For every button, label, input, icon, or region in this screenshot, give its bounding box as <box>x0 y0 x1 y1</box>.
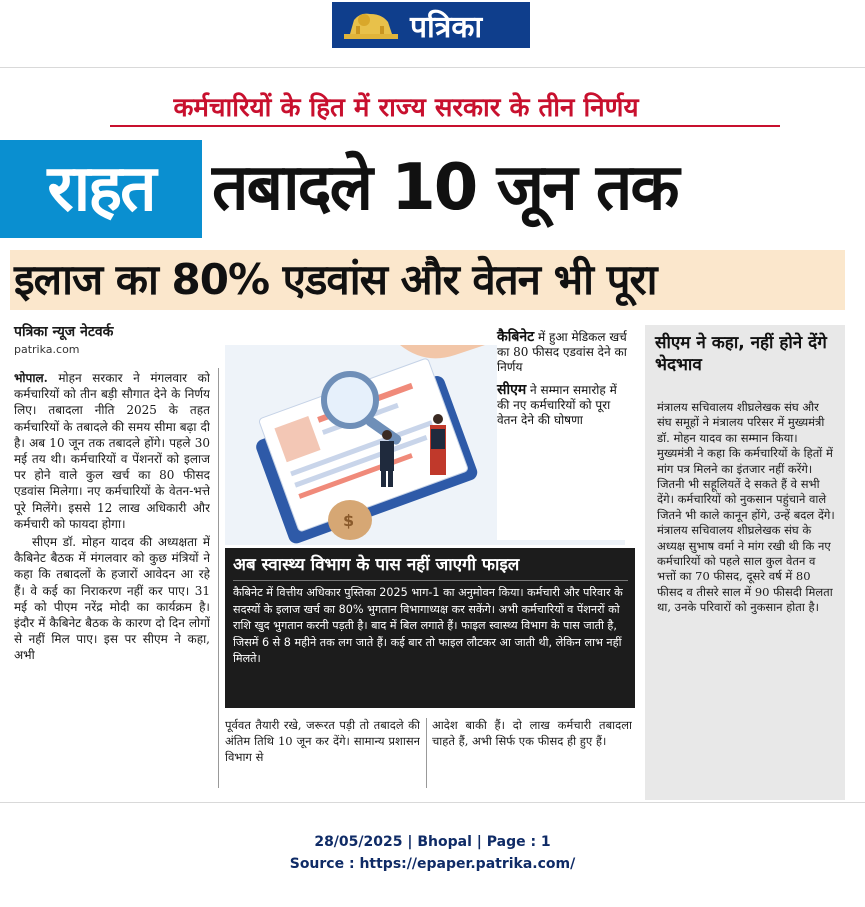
svg-text:$: $ <box>343 511 355 530</box>
main-headline: तबादले 10 जून तक <box>212 151 678 225</box>
footer-source-link[interactable]: Source : https://epaper.patrika.com/ <box>289 856 576 872</box>
sidebar-paragraph-2: मंत्रालय सचिवालय शीघ्रलेखक संघ के अध्यक्ष सुभाष वर्मा ने मांग रखी थी कि नए कर्मचारियों को पहले साल कुल वेतन व भत्तों का 70 फीसद, दूसरे वर्ष में 80 फीसद व तीसरे साल में 90 फीसदी मिलता था, उनके परिवारों को नुकसान होता है। <box>657 523 833 615</box>
article-continuation-1: पूर्ववत तैयारी रखे, जरूरत पड़ी तो तबादले की अंतिम तिथि 10 जून कर देंगे। सामान्य प्रशासन विभाग से <box>225 718 420 764</box>
clipping-bottom-border <box>0 802 865 803</box>
column-divider <box>218 368 219 788</box>
masthead-name: पत्रिका <box>410 9 483 45</box>
column-divider <box>426 718 427 788</box>
subhead: इलाज का 80% एडवांस और वेतन भी पूरा <box>14 255 657 304</box>
highlight-item <box>497 330 632 375</box>
box-story-body: कैबिनेट में वित्तीय अधिकार पुस्तिका 2025 भाग-1 का अनुमोवन किया। कर्मचारी और परिवार के सदस्यों के इलाज खर्च का 80% भुगतान विभागाध्यक्ष कर सकेंगे। अभी कर्मचारियों व पेंशनरों को राशि खुद भुगतान करनी पड़ती है। बाद में बिल लगाते हैं। फाइल स्वास्थ्य विभाग के पास जाती है, जिसमें 6 से 8 महीने तक लग जाते हैं। कई बार तो फाइल लौटकर आ जाती थी, लेकिन लाभ नहीं मिलते। <box>233 586 623 665</box>
byline-author: पत्रिका न्यूज नेटवर्क <box>14 324 114 340</box>
highlight-text: ने सम्मान समारोह में की नए कर्मचारियों को पूरा वेतन देने की घोषणा <box>497 383 617 427</box>
highlight-text: में हुआ मेडिकल खर्च का 80 फीसद एडवांस देने का निर्णय <box>497 330 627 374</box>
article-paragraph-1: मोहन सरकार ने मंगलवार को कर्मचारियों को तीन बड़ी सौगात देने के निर्णय लिए। तबादला नीति 2025 के तहत कर्मचारियों के तबादले की समय सीमा बढ़ा दी है। अब 10 जून तक तबादले होंगे। पहले 30 मई तय थी। कर्मचारियों व पेंशनरों को इलाज पर होने वाले कुल खर्च का 80 फीसद एडवांस मिलेगा। नए कर्मचारियों के वेतन-भत्ते पूरे मिलेंगे। इससे 12 लाख अधिकारी और कर्मचारी को फायदा होगा। <box>14 371 210 531</box>
highlight-lead: कैबिनेट <box>497 329 535 345</box>
lion-emblem-icon <box>342 8 400 42</box>
sidebar-body <box>657 400 837 795</box>
sidebar-title: सीएम ने कहा, नहीं होने देंगे भेदभाव <box>655 333 827 375</box>
highlight-item <box>497 383 632 428</box>
masthead-logo[interactable] <box>332 2 530 48</box>
article-continuation-2: आदेश बाकी हैं। दो लाख कर्मचारी तबादला चाहते हैं, अभी सिर्फ एक फीसद ही हुए हैं। <box>432 718 632 748</box>
highlight-lead: सीएम <box>497 382 527 398</box>
kicker-headline: कर्मचारियों के हित में राज्य सरकार के तीन निर्णय <box>173 93 639 123</box>
highlights-box <box>497 330 632 540</box>
footer-date-line: 28/05/2025 | Bhopal | Page : 1 <box>314 834 551 850</box>
box-story-rule <box>233 580 628 581</box>
sidebar-paragraph-1: मंत्रालय सचिवालय शीघ्रलेखक संघ और संघ समूहों ने मंत्रालय परिसर में मुख्यमंत्री डॉ. मोहन यादव का सम्मान किया। मुख्यमंत्री ने कहा कि कर्मचारियों के हितों में मांग पत्र मिलने का इंतजार नहीं करेंगे। जितनी भी सहूलियतें दे सकते हैं वे सभी देंगे। कर्मचारियों को नुकसान पहुंचाने वाले जितने भी काले कानून होंगे, उन्हें बदल देंगे। <box>657 400 835 522</box>
byline-site: patrika.com <box>14 343 80 356</box>
dateline: भोपाल. <box>14 371 48 385</box>
rahat-label: राहत <box>47 152 155 226</box>
kicker-underline <box>110 125 780 127</box>
box-story-title: अब स्वास्थ्य विभाग के पास नहीं जाएगी फाइल <box>233 555 520 575</box>
article-column-1 <box>14 370 210 790</box>
article-paragraph-2: सीएम डॉ. मोहन यादव की अध्यक्षता में कैबिनेट बैठक में मंगलवार को कुछ मंत्रियों ने कहा कि तबादलों के हजारों आवेदन आ रहे हैं। वे कई का निराकरण नहीं कर पाए। 31 मई को पीएम नरेंद्र मोदी का कार्यक्रम है। इंदौर में कैबिनेट बैठक के कारण दो दिन लोगों से नहीं मिल पाए। इस पर सीएम ने कहा, अभी <box>14 535 210 663</box>
